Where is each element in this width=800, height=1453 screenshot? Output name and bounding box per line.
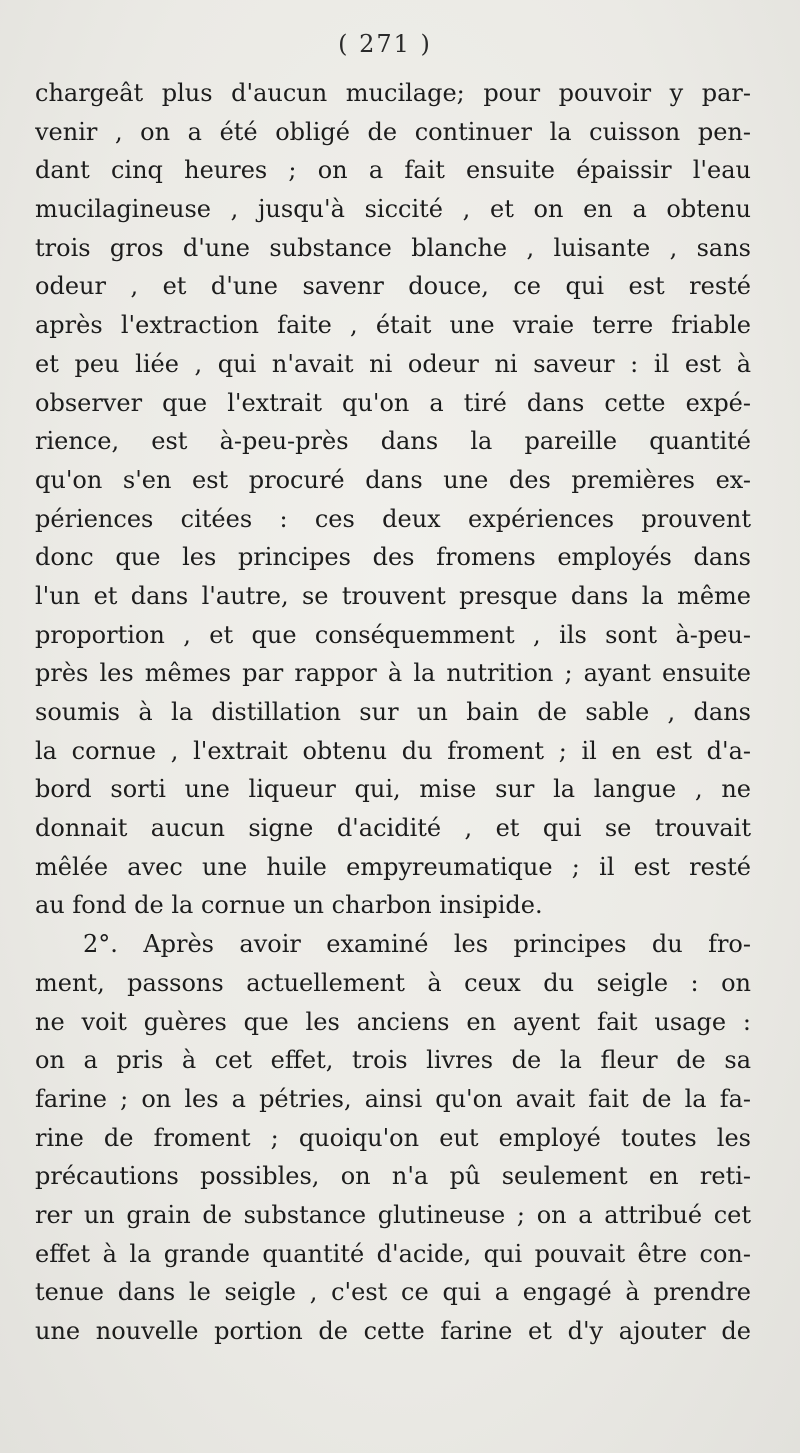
- text-line: une nouvelle portion de cette farine et d'y ajouter de: [35, 1317, 751, 1345]
- text-line: au fond de la cornue un charbon insipide.: [35, 891, 543, 920]
- text-line: odeur , et d'une savenr douce, ce qui est resté: [35, 272, 751, 301]
- text-line: 2°. Après avoir examiné les principes du fro-: [83, 930, 751, 959]
- page-number: ( 271 ): [338, 30, 432, 58]
- text-line: observer que l'extrait qu'on a tiré dans cette expé-: [35, 388, 751, 417]
- text-line: farine ; on les a pétries, ainsi qu'on avait fait de la fa-: [35, 1084, 751, 1113]
- paragraph-2: [35, 925, 751, 1351]
- text-line: rine de froment ; quoiqu'on eut employé toutes les: [35, 1123, 751, 1152]
- text-line: soumis à la distillation sur un bain de sable , dans: [35, 698, 751, 726]
- text-line: dant cinq heures ; on a fait ensuite épaissir l'eau: [35, 156, 751, 185]
- text-line: après l'extraction faite , était une vraie terre friable: [35, 311, 751, 340]
- text-line: effet à la grande quantité d'acide, qui pouvait être con-: [35, 1239, 751, 1268]
- body-text: [35, 74, 751, 1351]
- text-line: qu'on s'en est procuré dans une des premières ex-: [35, 465, 751, 494]
- text-line: trois gros d'une substance blanche , luisante , sans: [35, 233, 751, 262]
- text-line: et peu liée , qui n'avait ni odeur ni saveur : il est à: [35, 349, 751, 378]
- text-line: la cornue , l'extrait obtenu du froment ; il en est d'a-: [35, 736, 751, 765]
- text-line: près les mêmes par rappor à la nutrition ; ayant ensuite: [35, 659, 751, 688]
- text-line: mucilagineuse , jusqu'à siccité , et on en a obtenu: [35, 195, 751, 224]
- text-line: mêlée avec une huile empyreumatique ; il est resté: [35, 852, 751, 881]
- text-line: tenue dans le seigle , c'est ce qui a engagé à prendre: [35, 1278, 751, 1307]
- text-line: on a pris à cet effet, trois livres de la fleur de sa: [35, 1046, 751, 1075]
- text-line: l'un et dans l'autre, se trouvent presque dans la même: [35, 581, 751, 610]
- text-line: ment, passons actuellement à ceux du seigle : on: [35, 968, 751, 997]
- text-line: venir , on a été obligé de continuer la cuisson pen-: [35, 117, 751, 146]
- text-line: rience, est à-peu-près dans la pareille quantité: [35, 427, 751, 456]
- paragraph-1: [35, 74, 751, 925]
- text-line: donc que les principes des fromens employés dans: [35, 543, 751, 572]
- text-line: donnait aucun signe d'acidité , et qui se trouvait: [35, 814, 751, 843]
- text-line: proportion , et que conséquemment , ils sont à-peu-: [35, 620, 751, 649]
- text-line: ne voit guères que les anciens en ayent fait usage :: [35, 1007, 751, 1036]
- text-line: bord sorti une liqueur qui, mise sur la langue , ne: [35, 775, 751, 804]
- text-line: périences citées : ces deux expériences prouvent: [35, 504, 751, 533]
- text-line: chargeât plus d'aucun mucilage; pour pouvoir y par-: [35, 79, 751, 107]
- text-line: précautions possibles, on n'a pû seulement en reti-: [35, 1162, 751, 1191]
- text-line: rer un grain de substance glutineuse ; on a attribué cet: [35, 1200, 751, 1229]
